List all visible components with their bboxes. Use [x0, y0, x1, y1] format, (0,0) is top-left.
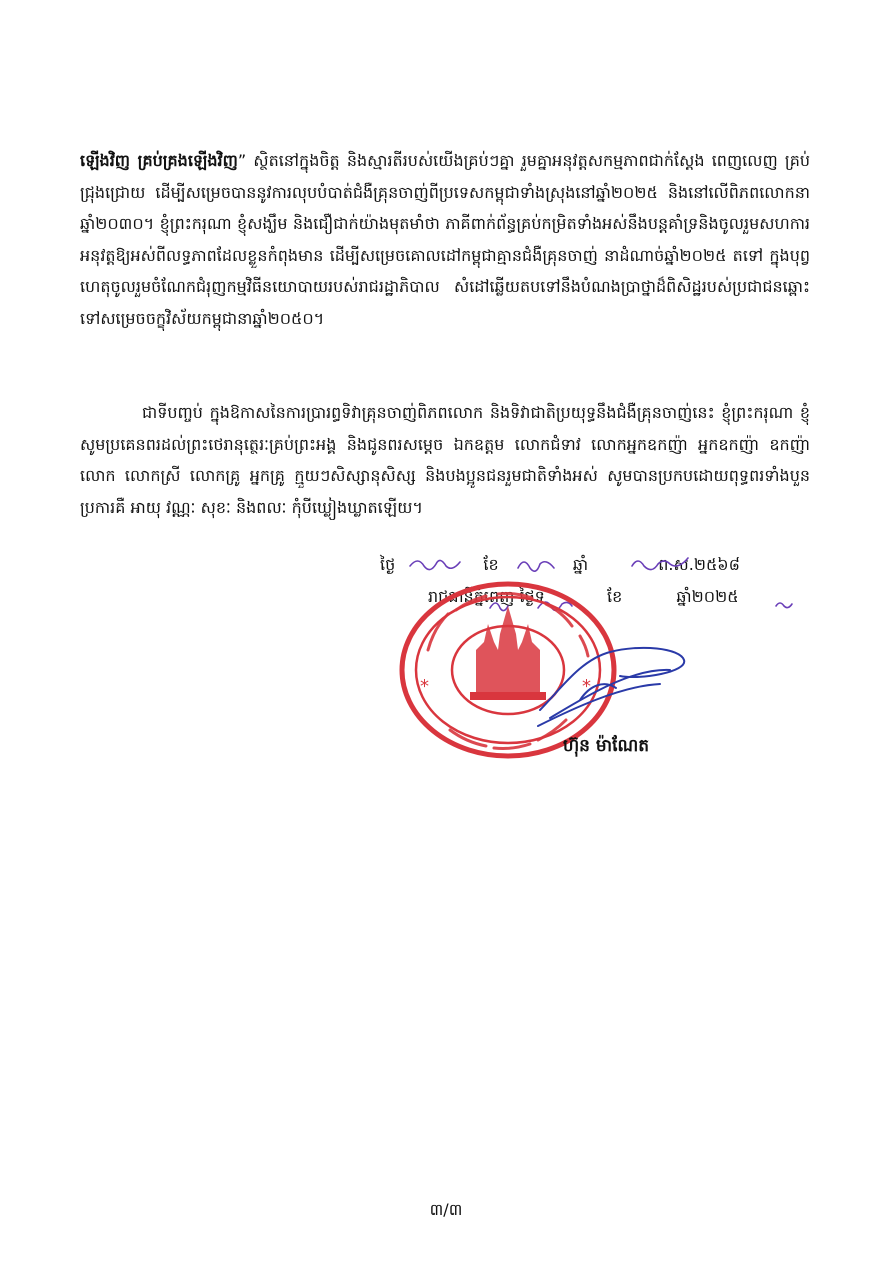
- paragraph-1-lead: ឡើងវិញ គ្រប់គ្រងឡើងវិញ: [80, 151, 238, 170]
- paragraph-1-body: ” ស្ថិតនៅក្នុងចិត្ត និងស្មារតីរបស់យើងគ្រប់ៗគ្នា រួមគ្នាអនុវត្តសកម្មភាពជាក់ស្តែង ពេញលេញ គ្រប់ជ្រុងជ្រោយ ដើម្បីសម្រេចបាននូវការលុបបំបាត់ជំងឺគ្រុនចាញ់ពីប្រទេសកម្ពុជាទាំងស្រុងនៅឆ្នាំ២០២៥ និងនៅលើពិភពលោកនាឆ្នាំ២០៣០។ ខ្ញុំព្រះករុណា ខ្ញុំសង្ឃឹម និងជឿជាក់យ៉ាងមុតមាំថា ភាគីពាក់ព័ន្ធគ្រប់កម្រិតទាំងអស់នឹងបន្តគាំទ្រនិងចូលរួមសហការអនុវត្តឱ្យអស់ពីលទ្ធភាពដែលខ្លួនកំពុងមាន ដើម្បីសម្រេចគោលដៅកម្ពុជាគ្មានជំងឺគ្រុនចាញ់ នាដំណាច់ឆ្នាំ២០២៥ តទៅ ក្នុងបុព្វហេតុចូលរួមចំណែកជំរុញកម្មវិធីនយោបាយរបស់រាជរដ្ឋាភិបាល សំដៅឆ្លើយតបទៅនឹងបំណងប្រាថ្នាដ៏ពិសិដ្ឋរបស់ប្រជាជនឆ្ពោះទៅសម្រេចចក្ខុវិស័យកម្ពុជានាឆ្នាំ២០៥០។: [80, 151, 810, 328]
- paragraph-1: [80, 145, 810, 334]
- signer-name: ហ៊ុន ម៉ាណែត: [563, 736, 650, 756]
- handwritten-signature: [520, 630, 690, 730]
- date-line-lunar: ថ្ងៃ ខែ ឆ្នាំ ព.ស.២៥៦៨: [380, 555, 740, 574]
- date-line-solar: រាជធានីភ្នំពេញ ថ្ងៃទី ខែ ឆ្នាំ២០២៥: [428, 587, 739, 606]
- paragraph-2: ជាទីបញ្ចប់ ក្នុងឱកាសនៃការប្រារព្ធទិវាគ្រុនចាញ់ពិភពលោក និងទិវាជាតិប្រយុទ្ធនឹងជំងឺគ្រុនចាញ់នេះ ខ្ញុំព្រះករុណា ខ្ញុំសូមប្រគេនពរដល់ព្រះថេរានុត្ថេរៈគ្រប់ព្រះអង្គ និងជូនពរសម្តេច ឯកឧត្តម លោកជំទាវ លោកអ្នកឧកញ៉ា អ្នកឧកញ៉ា ឧកញ៉ា លោក លោកស្រី លោកគ្រូ អ្នកគ្រូ ក្មួយៗសិស្សានុសិស្ស និងបងប្អូនជនរួមជាតិទាំងអស់ សូមបានប្រកបដោយពុទ្ធពរទាំងបួនប្រការគឺ អាយុ វណ្ណៈ សុខៈ និងពលៈ កុំបីឃ្លៀងឃ្លាតឡើយ។: [80, 403, 810, 517]
- svg-text:*: *: [582, 676, 591, 697]
- svg-text:*: *: [420, 676, 429, 697]
- page-number: ៣/៣: [429, 1200, 463, 1219]
